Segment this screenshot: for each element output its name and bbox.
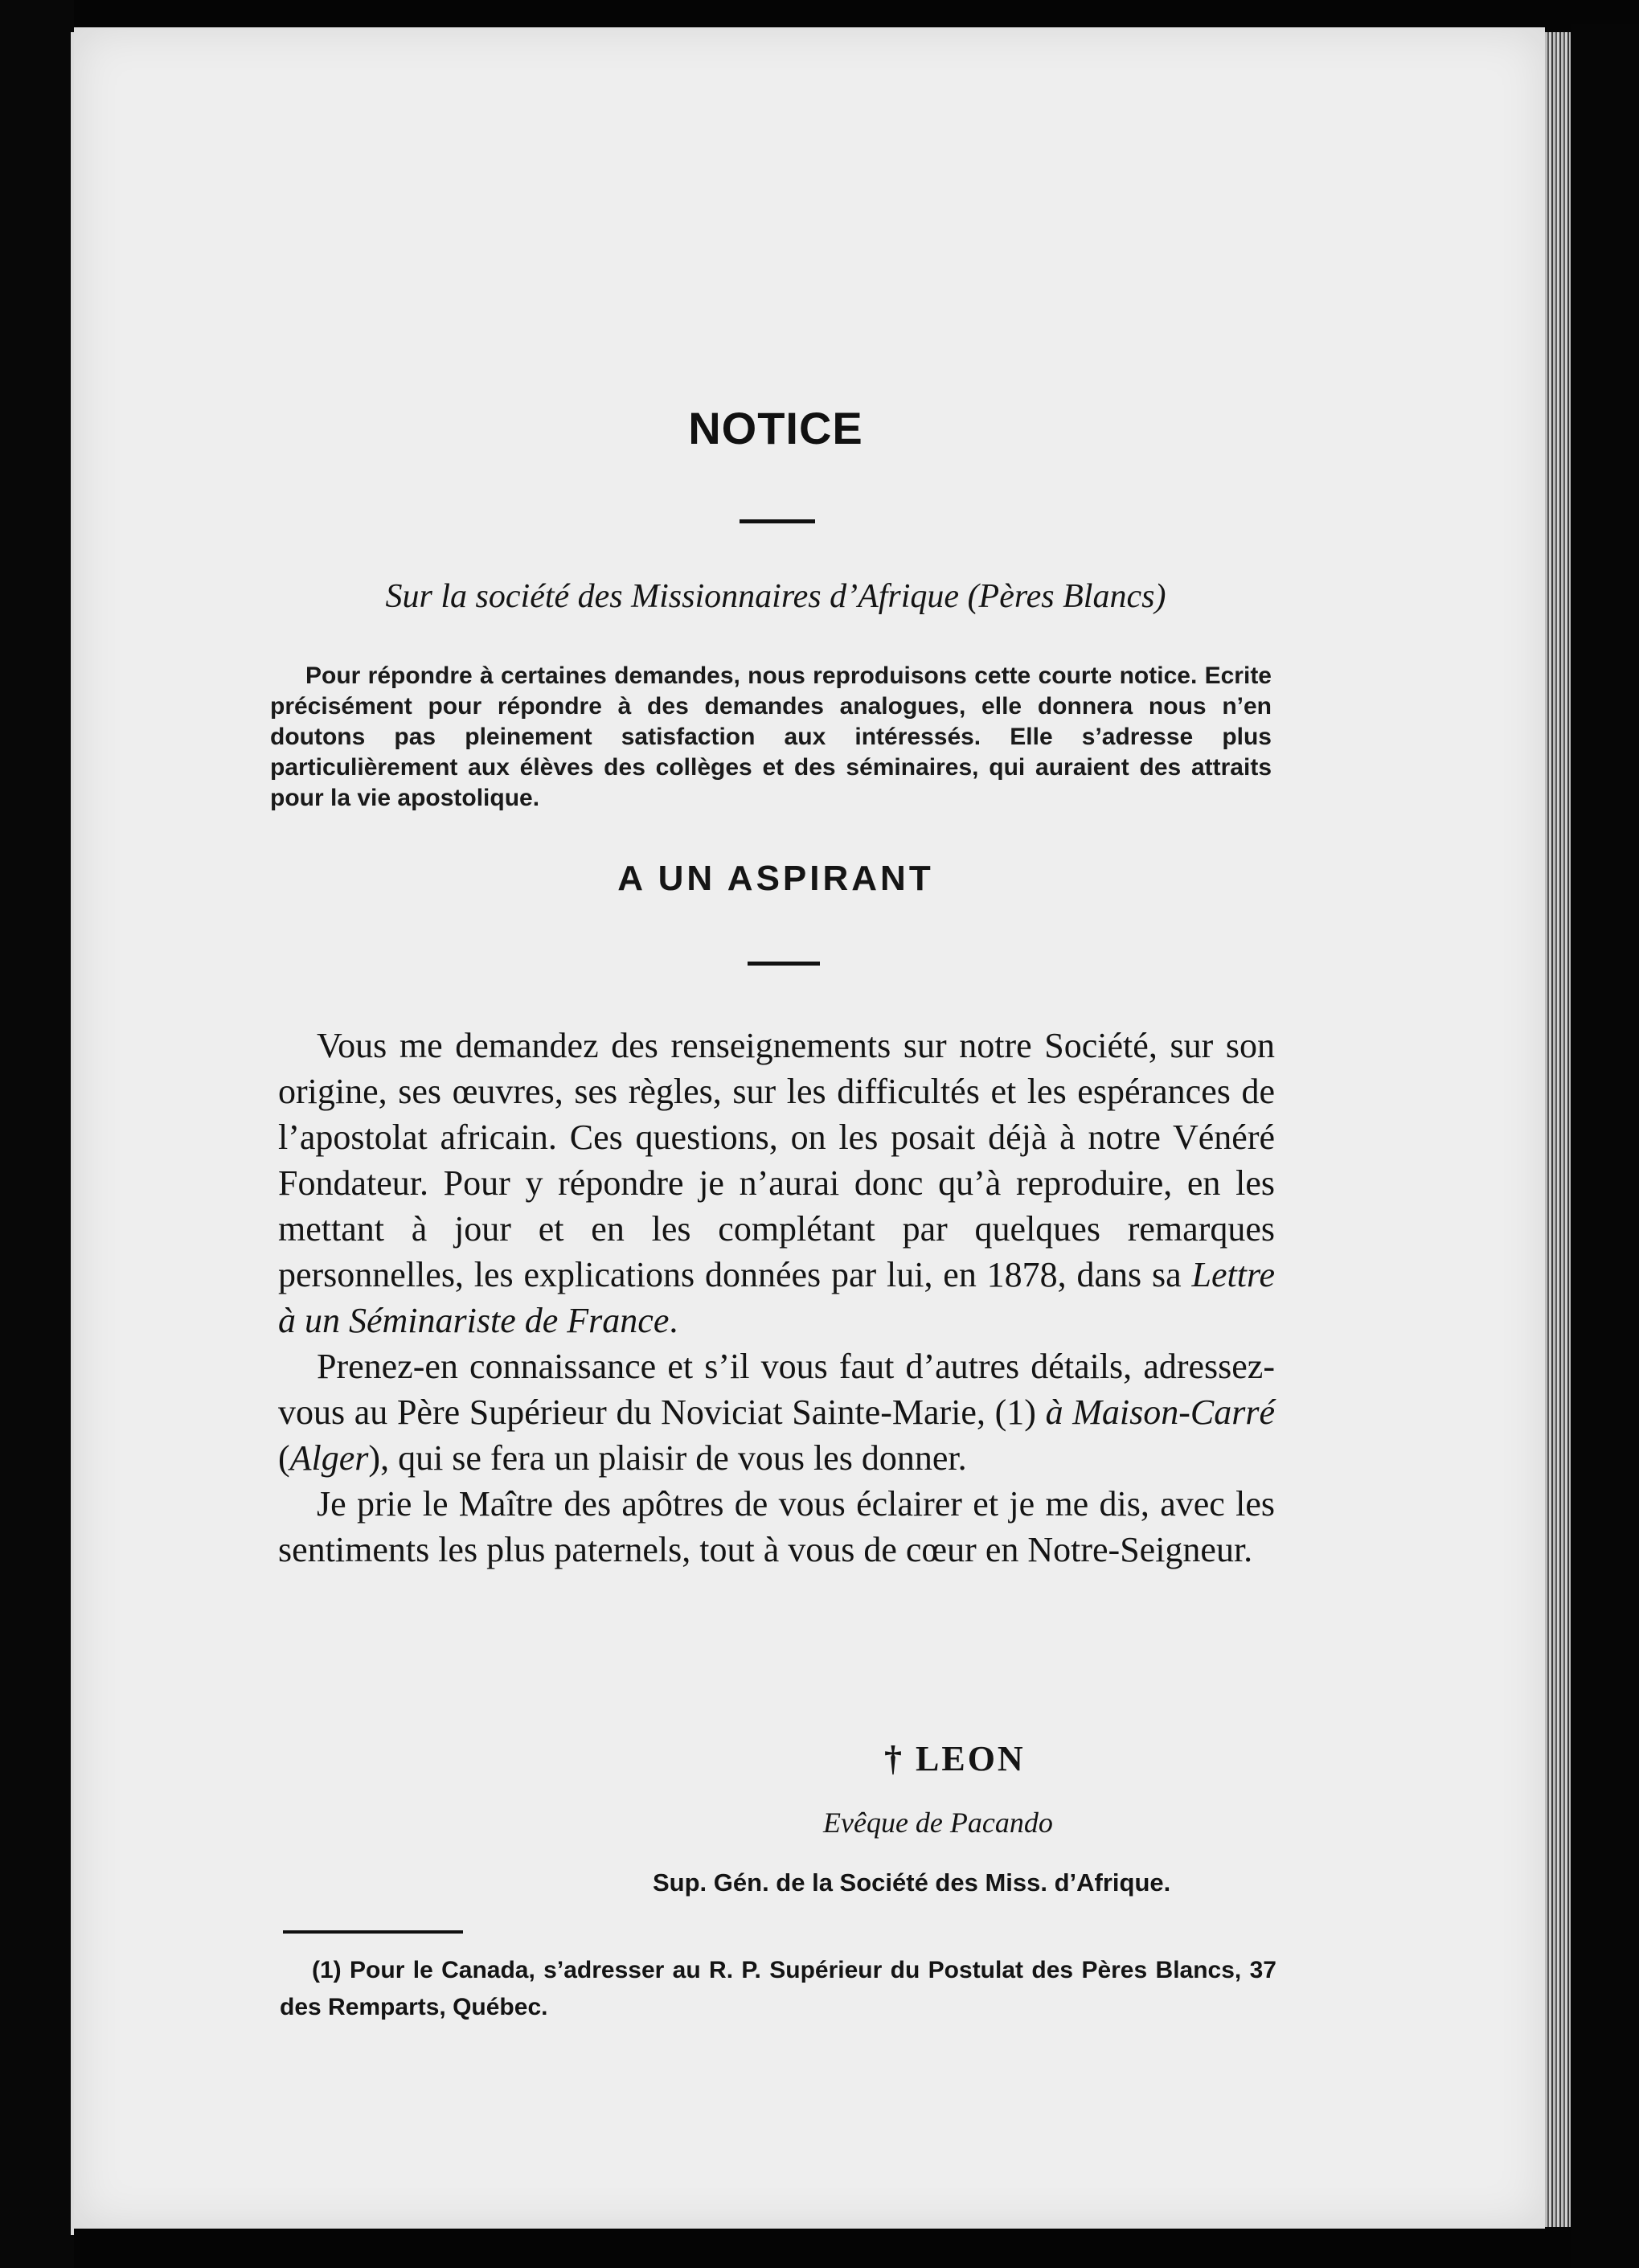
letter-body <box>278 1023 1275 1573</box>
letter-paragraph-1 <box>278 1023 1275 1343</box>
paragraph-2-italic-place: à Maison-Carré <box>1045 1392 1275 1432</box>
signature-name: † LEON <box>884 1739 1026 1778</box>
paragraph-1-end: . <box>669 1301 678 1340</box>
scan-right-margin <box>1571 24 1639 2268</box>
title-divider <box>740 519 815 523</box>
page-stack-edge <box>1545 32 1571 2227</box>
paragraph-2-italic-city: Alger <box>289 1438 369 1478</box>
signature-organization: Sup. Gén. de la Société des Miss. d’Afrique. <box>653 1868 1171 1897</box>
footnote-text: (1) Pour le Canada, s’adresser au R. P. Supérieur du Postulat des Pères Blancs, 37 des Remparts, Québec. <box>280 1957 1276 2020</box>
intro-text: Pour répondre à certaines demandes, nous reproduisons cette courte notice. Ecrite précisément pour répondre à des demandes analogues, elle donnera nous n’en doutons pas pleinement satisfaction aux intéressés. Elle s’adresse plus particulièrement aux élèves des collèges et des séminaires, qui auraient des attraits pour la vie apostolique. <box>270 662 1272 811</box>
footnote-divider <box>283 1930 463 1934</box>
section-heading: A UN ASPIRANT <box>617 859 934 898</box>
scan-left-margin <box>0 0 74 2268</box>
signature-title: Evêque de Pacando <box>823 1807 1053 1839</box>
page-subtitle: Sur la société des Missionnaires d’Afrique (Pères Blancs) <box>385 578 1166 615</box>
paragraph-2-text-3: ), qui se fera un plaisir de vous les donner. <box>368 1438 967 1478</box>
page-title: NOTICE <box>688 403 863 453</box>
letter-paragraph-2 <box>278 1343 1275 1481</box>
footnote <box>280 1952 1276 2026</box>
paragraph-1-text: Vous me demandez des renseignements sur notre Société, sur son origine, ses œuvres, ses règles, sur les difficultés et les espérances de l’apostolat africain. Ces questions, on les posait déjà à notre Vénéré Fondateur. Pour y répondre je n’aurai donc qu’à reproduire, en les mettant à jour et en les complétant par quelques remarques personnelles, les explications données par lui, en 1878, dans sa <box>278 1026 1275 1294</box>
paragraph-2-text-2: ( <box>278 1438 290 1478</box>
letter-paragraph-3: Je prie le Maître des apôtres de vous éclairer et je me dis, avec les sentiments les plus paternels, tout à vous de cœur en Notre-Seigneur. <box>278 1484 1275 1569</box>
section-divider <box>748 962 820 966</box>
intro-paragraph <box>270 661 1272 814</box>
paragraph-1-italic-title: Lettre à un Séminariste de France <box>278 1255 1276 1340</box>
paragraph-2-text-1: Prenez-en connaissance et s’il vous faut d’autres détails, adressez-vous au Père Supérieur du Noviciat Sainte-Marie, (1) <box>278 1347 1275 1432</box>
